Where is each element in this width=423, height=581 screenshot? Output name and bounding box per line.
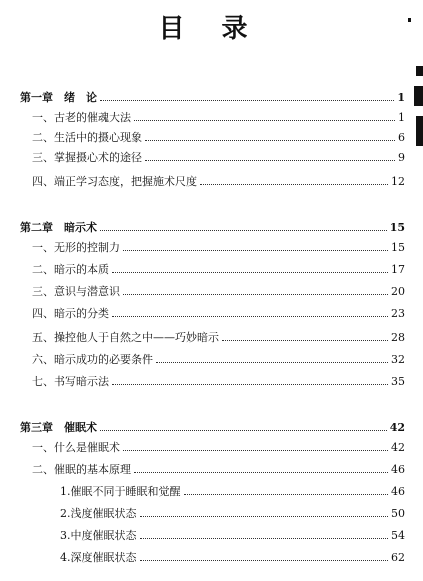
dot-leader bbox=[145, 159, 395, 161]
toc-entry-label: 4.深度催眠状态 bbox=[60, 551, 137, 564]
toc-page-number: 23 bbox=[391, 307, 405, 320]
page-title: 目 录 bbox=[158, 14, 262, 44]
dot-leader bbox=[100, 229, 387, 231]
toc-page-number: 42 bbox=[389, 421, 405, 434]
toc-page-number: 15 bbox=[389, 221, 405, 234]
toc-entry bbox=[60, 528, 405, 544]
toc-entry-label: 二、生活中的摄心现象 bbox=[32, 131, 142, 144]
toc-entry-label: 一、古老的催魂大法 bbox=[32, 111, 131, 124]
toc-entry bbox=[32, 306, 405, 322]
dot-leader bbox=[222, 339, 388, 341]
dot-leader bbox=[134, 471, 388, 473]
toc-entry-label: 六、暗示成功的必要条件 bbox=[32, 353, 153, 366]
toc-chapter-entry bbox=[20, 90, 405, 106]
toc-entry-label: 二、催眠的基本原理 bbox=[32, 463, 131, 476]
toc-page-number: 46 bbox=[391, 463, 405, 476]
dot-leader bbox=[200, 183, 388, 185]
toc-page-number: 46 bbox=[391, 485, 405, 498]
scan-edge-mark bbox=[416, 116, 423, 146]
dot-leader bbox=[112, 383, 388, 385]
toc-entry bbox=[32, 330, 405, 346]
toc-entry bbox=[60, 550, 405, 566]
toc-page-number: 12 bbox=[391, 175, 405, 188]
toc-entry-label: 五、操控他人于自然之中——巧妙暗示 bbox=[32, 331, 219, 344]
toc-page-number: 50 bbox=[391, 507, 405, 520]
dot-leader bbox=[140, 559, 389, 561]
toc-page-number: 32 bbox=[391, 353, 405, 366]
dot-leader bbox=[140, 537, 389, 539]
toc-entry-label: 第一章 绪 论 bbox=[20, 91, 97, 104]
toc-entry-label: 第二章 暗示术 bbox=[20, 221, 97, 234]
toc-page-number: 20 bbox=[391, 285, 405, 298]
toc-entry-label: 四、端正学习态度，把握施术尺度 bbox=[32, 175, 197, 188]
scan-edge-mark bbox=[414, 86, 423, 106]
toc-entry-label: 1.催眠不同于睡眠和觉醒 bbox=[60, 485, 181, 498]
toc-page-number: 54 bbox=[391, 529, 405, 542]
toc-entry bbox=[32, 352, 405, 368]
toc-page-number: 1 bbox=[397, 91, 405, 104]
dot-leader bbox=[134, 119, 395, 121]
toc-page-number: 1 bbox=[398, 111, 405, 124]
toc-entry-label: 三、意识与潜意识 bbox=[32, 285, 120, 298]
toc-entry-label: 二、暗示的本质 bbox=[32, 263, 109, 276]
toc-entry bbox=[60, 484, 405, 500]
toc-entry bbox=[32, 374, 405, 390]
toc-entry bbox=[32, 240, 405, 256]
toc-page-number: 35 bbox=[391, 375, 405, 388]
toc-entry bbox=[32, 284, 405, 300]
scan-edge-mark bbox=[408, 18, 411, 22]
toc-page-number: 28 bbox=[391, 331, 405, 344]
toc-entry bbox=[32, 440, 405, 456]
dot-leader bbox=[123, 249, 388, 251]
dot-leader bbox=[112, 315, 388, 317]
toc-entry-label: 2.浅度催眠状态 bbox=[60, 507, 137, 520]
dot-leader bbox=[156, 361, 388, 363]
toc-page-number: 62 bbox=[391, 551, 405, 564]
toc-entry-label: 第三章 催眠术 bbox=[20, 421, 97, 434]
toc-entry bbox=[32, 462, 405, 478]
dot-leader bbox=[112, 271, 388, 273]
toc-entry bbox=[32, 110, 405, 126]
dot-leader bbox=[100, 99, 394, 101]
toc-page-number: 17 bbox=[391, 263, 405, 276]
dot-leader bbox=[123, 449, 388, 451]
toc-entry bbox=[60, 506, 405, 522]
toc-page-number: 9 bbox=[398, 151, 405, 164]
dot-leader bbox=[123, 293, 388, 295]
toc-entry bbox=[32, 130, 405, 146]
toc-entry bbox=[32, 262, 405, 278]
toc-entry-label: 七、书写暗示法 bbox=[32, 375, 109, 388]
dot-leader bbox=[140, 515, 389, 517]
toc-entry bbox=[32, 174, 405, 190]
toc-entry bbox=[32, 150, 405, 166]
toc-entry-label: 四、暗示的分类 bbox=[32, 307, 109, 320]
toc-page-number: 15 bbox=[391, 241, 405, 254]
toc-page-number: 42 bbox=[391, 441, 405, 454]
dot-leader bbox=[184, 493, 389, 495]
toc-entry-label: 一、无形的控制力 bbox=[32, 241, 120, 254]
toc-entry-label: 一、什么是催眠术 bbox=[32, 441, 120, 454]
toc-entry-label: 三、掌握摄心术的途径 bbox=[32, 151, 142, 164]
scan-edge-mark bbox=[416, 66, 423, 76]
toc-chapter-entry bbox=[20, 220, 405, 236]
toc-page-number: 6 bbox=[398, 131, 405, 144]
dot-leader bbox=[145, 139, 395, 141]
toc-entry-label: 3.中度催眠状态 bbox=[60, 529, 137, 542]
toc-chapter-entry bbox=[20, 420, 405, 436]
dot-leader bbox=[100, 429, 387, 431]
